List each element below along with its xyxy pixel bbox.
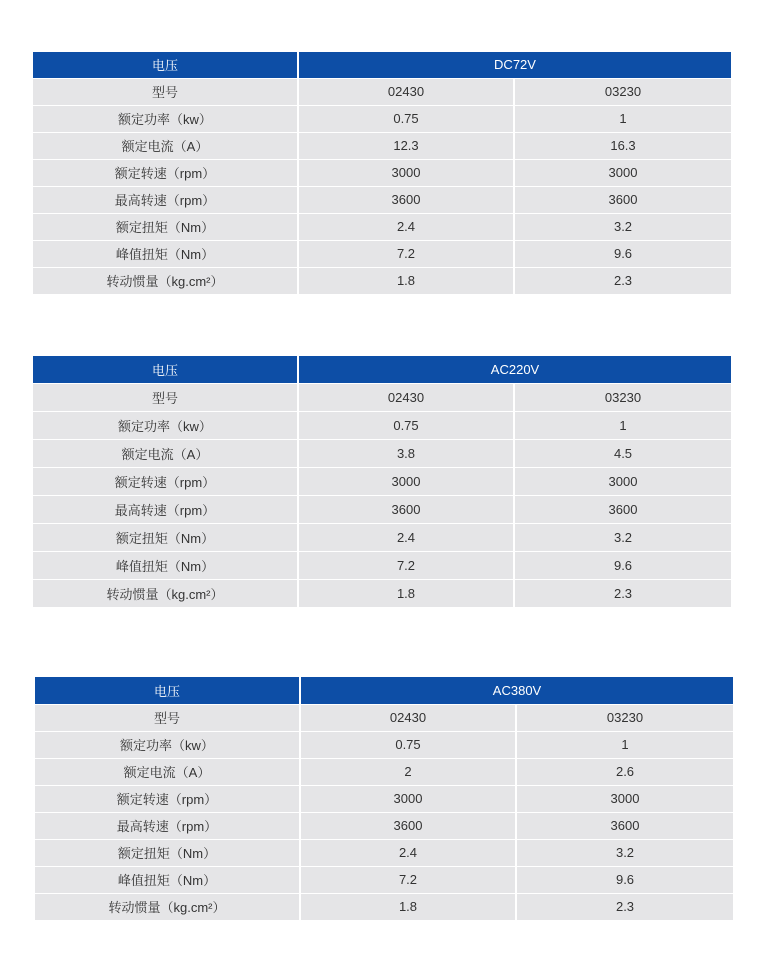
table-row bbox=[35, 839, 733, 866]
table-row bbox=[35, 812, 733, 839]
table-row bbox=[35, 866, 733, 893]
row-label: 型号 bbox=[33, 383, 298, 411]
table-row bbox=[33, 267, 731, 294]
voltage-label-cell: 电压 bbox=[33, 52, 298, 78]
model-02430-value: 2 bbox=[300, 758, 516, 785]
model-03230-value: 2.3 bbox=[514, 579, 731, 607]
row-label: 额定扭矩（Nm） bbox=[33, 523, 298, 551]
voltage-label-cell: 电压 bbox=[35, 677, 300, 704]
model-03230-value: 9.6 bbox=[514, 240, 731, 267]
model-02430-value: 0.75 bbox=[298, 105, 514, 132]
row-label: 转动惯量（kg.cm²） bbox=[35, 893, 300, 920]
model-03230-value: 3000 bbox=[514, 467, 731, 495]
model-02430-value: 02430 bbox=[298, 78, 514, 105]
model-02430-value: 3.8 bbox=[298, 439, 514, 467]
table-row bbox=[35, 731, 733, 758]
table-row bbox=[33, 523, 731, 551]
model-02430-value: 1.8 bbox=[300, 893, 516, 920]
table-header-row bbox=[35, 677, 733, 704]
model-02430-value: 12.3 bbox=[298, 132, 514, 159]
table-row bbox=[33, 467, 731, 495]
model-03230-value: 3000 bbox=[514, 159, 731, 186]
table-header-row bbox=[33, 52, 731, 78]
table-row bbox=[35, 785, 733, 812]
model-02430-value: 1.8 bbox=[298, 267, 514, 294]
row-label: 额定电流（A） bbox=[33, 132, 298, 159]
row-label: 额定转速（rpm） bbox=[33, 467, 298, 495]
table-row bbox=[33, 383, 731, 411]
model-03230-value: 4.5 bbox=[514, 439, 731, 467]
table-row bbox=[35, 758, 733, 785]
model-03230-value: 2.3 bbox=[514, 267, 731, 294]
model-02430-value: 3600 bbox=[300, 812, 516, 839]
model-03230-value: 3600 bbox=[514, 186, 731, 213]
row-label: 型号 bbox=[35, 704, 300, 731]
voltage-value-cell: AC220V bbox=[298, 356, 731, 383]
model-03230-value: 3.2 bbox=[514, 213, 731, 240]
model-02430-value: 7.2 bbox=[300, 866, 516, 893]
row-label: 峰值扭矩（Nm） bbox=[33, 240, 298, 267]
model-02430-value: 2.4 bbox=[298, 523, 514, 551]
row-label: 额定功率（kw） bbox=[33, 411, 298, 439]
row-label: 最高转速（rpm） bbox=[35, 812, 300, 839]
row-label: 型号 bbox=[33, 78, 298, 105]
table-row bbox=[33, 551, 731, 579]
row-label: 最高转速（rpm） bbox=[33, 495, 298, 523]
row-label: 额定转速（rpm） bbox=[35, 785, 300, 812]
model-03230-value: 3600 bbox=[516, 812, 733, 839]
model-02430-value: 02430 bbox=[300, 704, 516, 731]
table-row bbox=[33, 495, 731, 523]
table-row bbox=[33, 78, 731, 105]
model-02430-value: 02430 bbox=[298, 383, 514, 411]
table-row bbox=[33, 213, 731, 240]
row-label: 额定扭矩（Nm） bbox=[35, 839, 300, 866]
table-header-row bbox=[33, 356, 731, 383]
model-02430-value: 3000 bbox=[298, 467, 514, 495]
model-03230-value: 9.6 bbox=[514, 551, 731, 579]
row-label: 额定功率（kw） bbox=[35, 731, 300, 758]
voltage-label-cell: 电压 bbox=[33, 356, 298, 383]
spec-table-dc72v bbox=[33, 52, 731, 294]
model-02430-value: 3000 bbox=[298, 159, 514, 186]
row-label: 转动惯量（kg.cm²） bbox=[33, 579, 298, 607]
table-row bbox=[33, 159, 731, 186]
table-row bbox=[35, 704, 733, 731]
model-03230-value: 1 bbox=[514, 411, 731, 439]
table-row bbox=[33, 579, 731, 607]
model-03230-value: 3.2 bbox=[516, 839, 733, 866]
table-row bbox=[33, 186, 731, 213]
row-label: 峰值扭矩（Nm） bbox=[35, 866, 300, 893]
model-03230-value: 3600 bbox=[514, 495, 731, 523]
model-03230-value: 03230 bbox=[516, 704, 733, 731]
model-03230-value: 3000 bbox=[516, 785, 733, 812]
table-row bbox=[33, 132, 731, 159]
model-03230-value: 03230 bbox=[514, 78, 731, 105]
model-03230-value: 2.6 bbox=[516, 758, 733, 785]
table-row bbox=[33, 411, 731, 439]
table-row bbox=[35, 893, 733, 920]
model-02430-value: 3600 bbox=[298, 495, 514, 523]
model-02430-value: 1.8 bbox=[298, 579, 514, 607]
model-03230-value: 1 bbox=[516, 731, 733, 758]
model-03230-value: 1 bbox=[514, 105, 731, 132]
voltage-value-cell: AC380V bbox=[300, 677, 733, 704]
row-label: 额定扭矩（Nm） bbox=[33, 213, 298, 240]
model-02430-value: 2.4 bbox=[300, 839, 516, 866]
row-label: 最高转速（rpm） bbox=[33, 186, 298, 213]
spec-table-ac220v bbox=[33, 356, 731, 607]
voltage-value-cell: DC72V bbox=[298, 52, 731, 78]
table-row bbox=[33, 240, 731, 267]
model-02430-value: 2.4 bbox=[298, 213, 514, 240]
model-02430-value: 3000 bbox=[300, 785, 516, 812]
model-02430-value: 0.75 bbox=[300, 731, 516, 758]
model-03230-value: 3.2 bbox=[514, 523, 731, 551]
model-03230-value: 16.3 bbox=[514, 132, 731, 159]
model-02430-value: 3600 bbox=[298, 186, 514, 213]
model-02430-value: 7.2 bbox=[298, 551, 514, 579]
spec-table-ac380v bbox=[35, 677, 733, 920]
row-label: 额定转速（rpm） bbox=[33, 159, 298, 186]
table-row bbox=[33, 105, 731, 132]
table-row bbox=[33, 439, 731, 467]
row-label: 额定电流（A） bbox=[33, 439, 298, 467]
model-03230-value: 03230 bbox=[514, 383, 731, 411]
model-02430-value: 7.2 bbox=[298, 240, 514, 267]
row-label: 转动惯量（kg.cm²） bbox=[33, 267, 298, 294]
row-label: 峰值扭矩（Nm） bbox=[33, 551, 298, 579]
model-03230-value: 2.3 bbox=[516, 893, 733, 920]
model-02430-value: 0.75 bbox=[298, 411, 514, 439]
model-03230-value: 9.6 bbox=[516, 866, 733, 893]
row-label: 额定功率（kw） bbox=[33, 105, 298, 132]
row-label: 额定电流（A） bbox=[35, 758, 300, 785]
